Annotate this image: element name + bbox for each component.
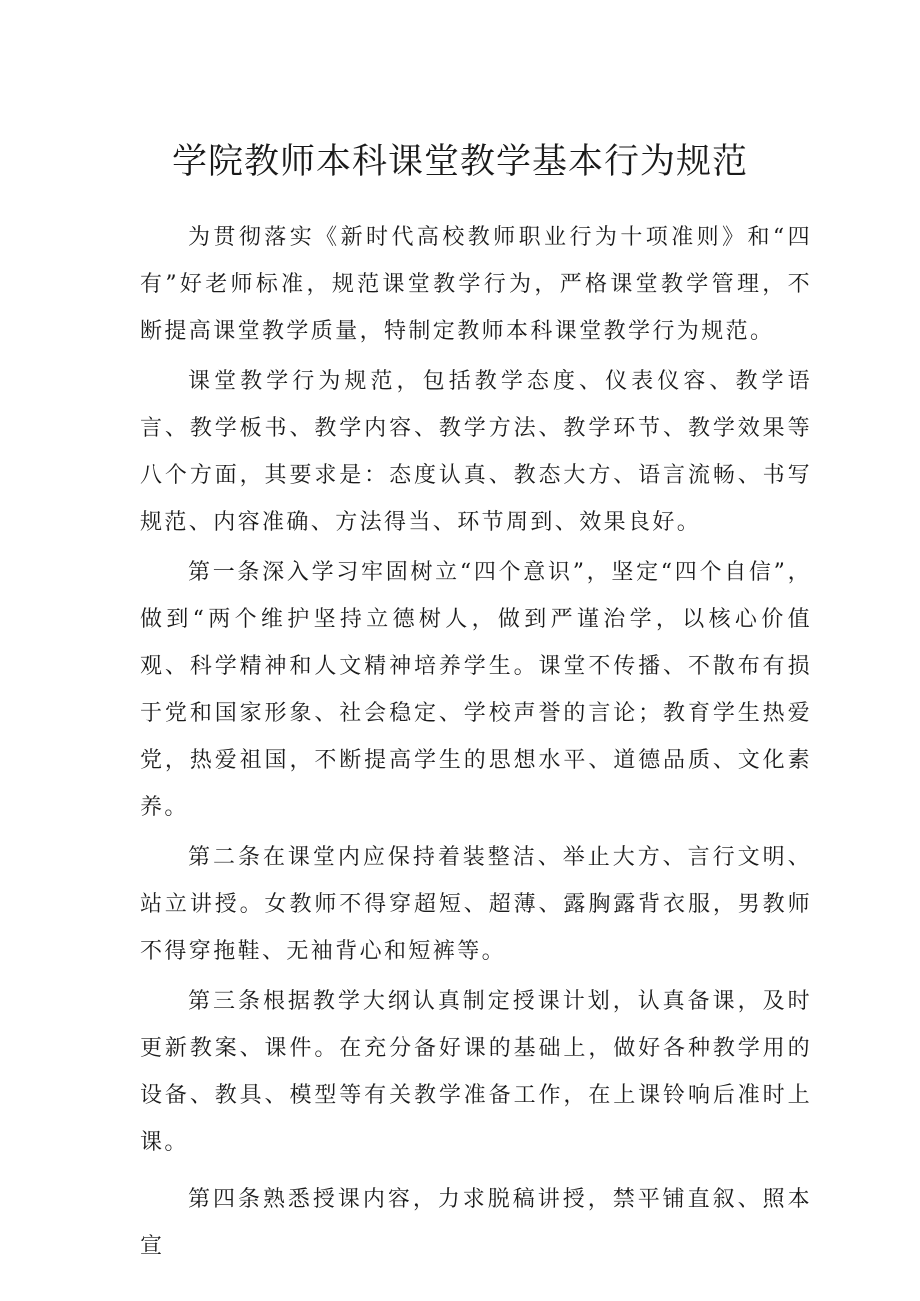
paragraph-article-3: 第三条根据教学大纲认真制定授课计划，认真备课，及时更新教案、课件。在充分备好课的基础上，做好各种教学用的设备、教具、模型等有关教学准备工作，在上课铃响后准时上课。 <box>140 989 812 1155</box>
paragraph-article-2: 第二条在课堂内应保持着装整洁、举止大方、言行文明、站立讲授。女教师不得穿超短、超薄、露胸露背衣服，男教师不得穿拖鞋、无袖背心和短裤等。 <box>140 845 812 964</box>
document-title: 学院教师本科课堂教学基本行为规范 <box>171 142 748 182</box>
paragraph-article-1: 第一条深入学习牢固树立“四个意识”，坚定“四个自信”，做到“两个维护坚持立德树人，做到严谨治学，以核心价值观、科学精神和人文精神培养学生。课堂不传播、不散布有损于党和国家形象、社会稳定、学校声誉的言论；教育学生热爱党，热爱祖国，不断提高学生的思想水平、道德品质、文化素养。 <box>140 560 812 820</box>
document-body <box>140 214 812 1270</box>
paragraph-article-4: 第四条熟悉授课内容，力求脱稿讲授，禁平铺直叙、照本宣 <box>140 1187 812 1259</box>
paragraph-scope: 课堂教学行为规范，包括教学态度、仪表仪容、教学语言、教学板书、教学内容、教学方法、教学环节、教学效果等八个方面，其要求是：态度认真、教态大方、语言流畅、书写规范、内容准确、方法得当、环节周到、效果良好。 <box>140 369 812 535</box>
paragraph-intro: 为贯彻落实《新时代高校教师职业行为十项准则》和“四有”好老师标准，规范课堂教学行为，严格课堂教学管理，不断提高课堂教学质量，特制定教师本科课堂教学行为规范。 <box>140 225 812 344</box>
